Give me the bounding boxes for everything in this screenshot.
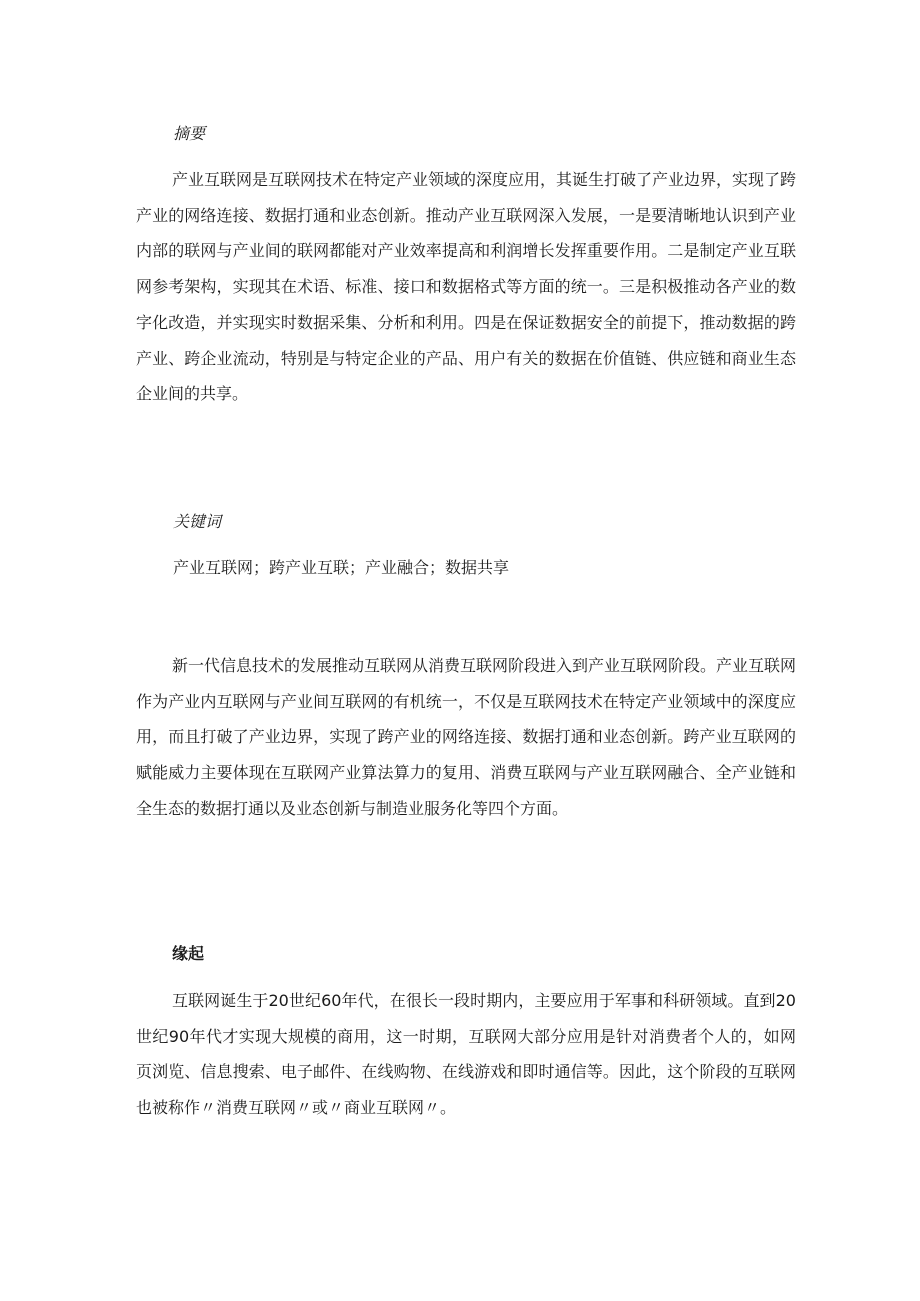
- origin-heading: 缘起: [172, 944, 205, 963]
- origin-paragraph: 互联网诞生于20世纪60年代，在很长一段时期内，主要应用于军事和科研领域。直到20世纪90年代才实现大规模的商用，这一时期，互联网大部分应用是针对消费者个人的，如网页浏览、信息搜索、电子邮件、在线购物、在线游戏和即时通信等。因此，这个阶段的互联网也被称作〃消费互联网〃或〃商业互联网〃。: [136, 991, 796, 1118]
- intro-paragraph: 新一代信息技术的发展推动互联网从消费互联网阶段进入到产业互联网阶段。产业互联网作为产业内互联网与产业间互联网的有机统一，不仅是互联网技术在特定产业领域中的深度应用，而且打破了产业边界，实现了跨产业的网络连接、数据打通和业态创新。跨产业互联网的赋能威力主要体现在互联网产业算法算力的复用、消费互联网与产业互联网融合、全产业链和全生态的数据打通以及业态创新与制造业服务化等四个方面。: [136, 656, 797, 818]
- abstract-paragraph: 产业互联网是互联网技术在特定产业领域的深度应用，其诞生打破了产业边界，实现了跨产业的网络连接、数据打通和业态创新。推动产业互联网深入发展，一是要清晰地认识到产业内部的联网与产业间的联网都能对产业效率提高和利润增长发挥重要作用。二是制定产业互联网参考架构，实现其在术语、标准、接口和数据格式等方面的统一。三是积极推动各产业的数字化改造，并实现实时数据采集、分析和利用。四是在保证数据安全的前提下，推动数据的跨产业、跨企业流动，特别是与特定企业的产品、用户有关的数据在价值链、供应链和商业生态企业间的共享。: [136, 170, 797, 404]
- keywords-list: 产业互联网；跨产业互联；产业融合；数据共享: [173, 558, 510, 577]
- abstract-heading: 摘要: [173, 124, 206, 143]
- keywords-heading: 关键词: [173, 512, 222, 531]
